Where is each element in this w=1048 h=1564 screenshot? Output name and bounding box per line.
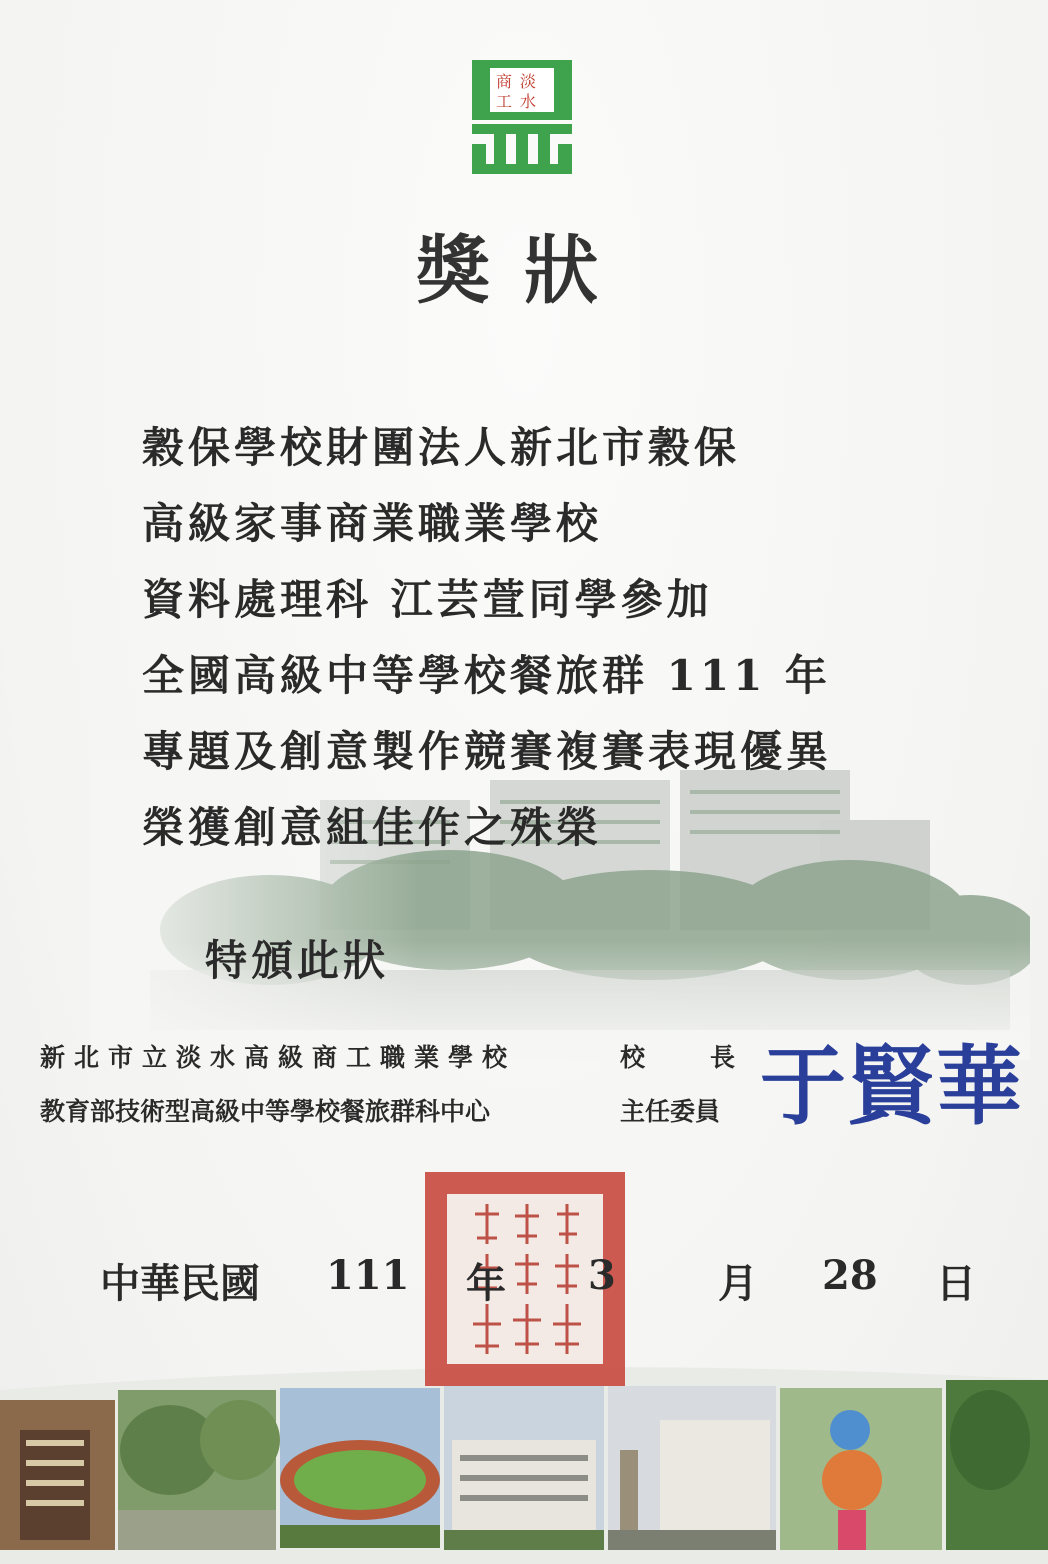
signatory-role: 主任委員	[620, 1097, 721, 1126]
date-year-unit: 年	[466, 1260, 506, 1307]
body-line: 穀保學校財團法人新北市穀保	[142, 423, 741, 472]
body-line: 全國高級中等學校餐旅群 111 年	[142, 651, 831, 700]
photo-forest	[946, 1380, 1048, 1550]
photo-gate	[608, 1386, 776, 1550]
campus-photo-strip	[0, 1360, 1048, 1564]
photo-sculpture	[780, 1388, 942, 1550]
date-day-unit: 日	[936, 1260, 976, 1307]
date-era: 中華民國	[100, 1260, 260, 1307]
certificate-body	[142, 410, 832, 866]
signatory-organization: 新北市立淡水高級商工職業學校	[40, 1043, 517, 1072]
body-line: 高級家事商業職業學校	[142, 499, 603, 548]
signature-stamp	[760, 1030, 1030, 1140]
certificate-title: 獎狀	[416, 228, 632, 314]
svg-text:工: 工	[496, 92, 513, 111]
photo-building	[444, 1386, 604, 1550]
date-month-unit: 月	[718, 1260, 758, 1307]
school-logo-icon	[466, 58, 578, 176]
svg-text:于賢華: 于賢華	[760, 1036, 1024, 1137]
photo-trees	[118, 1390, 280, 1550]
signatory-organization: 教育部技術型高級中等學校餐旅群科中心	[40, 1097, 491, 1126]
closing-phrase: 特頒此狀	[205, 936, 390, 985]
svg-text:商: 商	[496, 72, 513, 91]
date-day: 28	[822, 1252, 878, 1299]
svg-text:水: 水	[520, 92, 537, 111]
signatory-committee	[40, 1092, 721, 1128]
signatory-principal: 新北市立淡水高級商工職業學校 校 長	[40, 1038, 516, 1074]
svg-text:淡: 淡	[520, 72, 537, 91]
date-month: 3	[588, 1252, 616, 1299]
body-line: 專題及創意製作競賽複賽表現優異	[142, 727, 833, 776]
photo-library	[0, 1400, 115, 1550]
body-line: 資料處理科 江芸萱同學參加	[142, 575, 713, 624]
date-year: 111	[326, 1252, 410, 1299]
body-line: 榮獲創意組佳作之殊榮	[142, 803, 603, 852]
photo-sports-field	[280, 1388, 440, 1548]
